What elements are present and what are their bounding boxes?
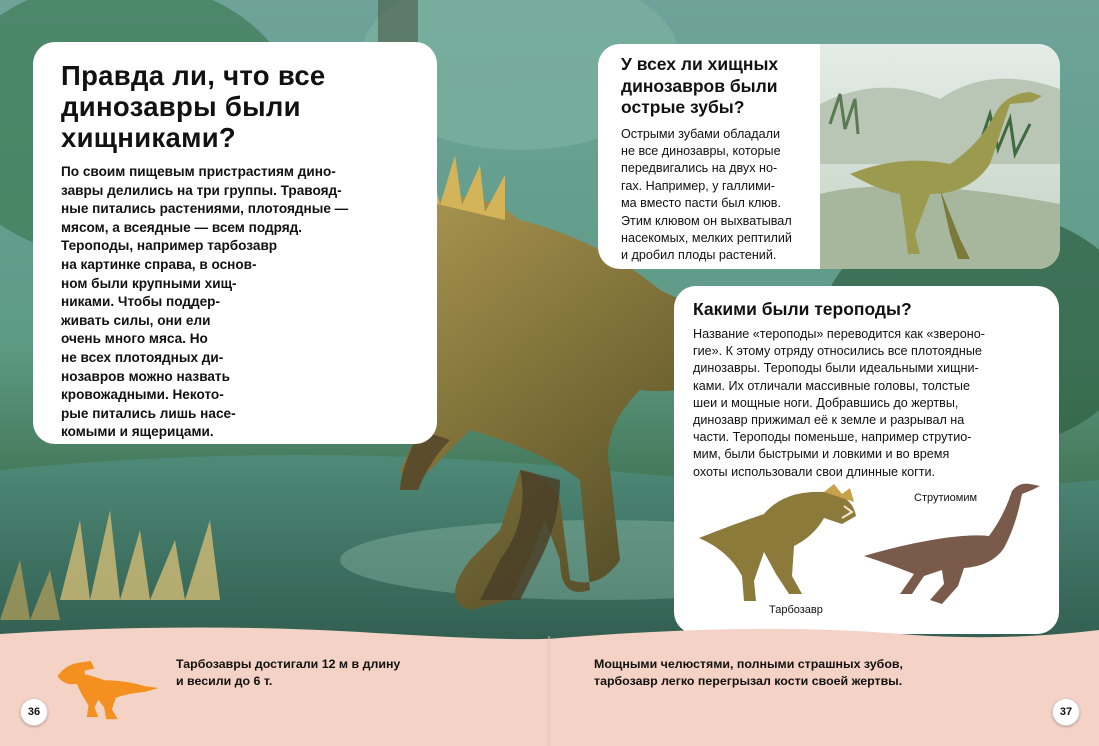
main-text-line: завры делились на три группы. Травояд- xyxy=(61,182,342,198)
teeth-text-line: гах. Например, у галлими- xyxy=(621,178,775,193)
main-title xyxy=(61,60,409,153)
main-text-line: нозавров можно назвать xyxy=(61,368,230,384)
main-text-line: По своим пищевым пристрастиям дино- xyxy=(61,164,336,179)
main-text-line: ные питались растениями, плотоядные — xyxy=(61,201,349,217)
teeth-card-title xyxy=(621,54,821,119)
theropods-text-line: шеи и мощные ноги. Добравшись до жертвы, xyxy=(693,395,959,410)
struthiomimus-label: Струтиомим xyxy=(914,492,978,504)
fact-left xyxy=(176,656,400,690)
teeth-text-line: ма вместо пасти был клюв. xyxy=(621,196,781,211)
main-text-line: живать силы, они ели xyxy=(61,312,211,328)
fact-right-line: тарбозавр легко перегрызал кости своей жертвы. xyxy=(594,674,903,688)
theropods-text-line: мим, были быстрыми и ловкими и во время xyxy=(693,447,950,462)
main-text-line: мясом, а всеядные — всем подряд. xyxy=(61,219,303,235)
fact-right xyxy=(594,656,903,690)
theropods-text-line: ками. Их отличали массивные головы, толстые xyxy=(693,378,970,393)
tarbosaurus-label: Тарбозавр xyxy=(769,604,823,616)
teeth-title-line: У всех ли хищных xyxy=(621,54,779,74)
main-text-line: не всех плотоядных ди- xyxy=(61,349,224,365)
tarbosaurus-figure xyxy=(699,492,856,601)
teeth-text-line: Острыми зубами обладали xyxy=(621,126,781,141)
teeth-text-line: Этим клювом он выхватывал xyxy=(621,213,792,228)
main-text-line: ном были крупными хищ- xyxy=(61,275,237,291)
theropods-card xyxy=(674,286,1059,634)
fact-left-line: Тарбозавры достигали 12 м в длину xyxy=(176,657,401,671)
main-text-line: рые питались лишь насе- xyxy=(61,405,236,421)
bottom-strip xyxy=(0,622,1099,746)
sharp-teeth-card xyxy=(598,44,1060,269)
teeth-text-line: не все динозавры, которые xyxy=(621,143,781,158)
main-text-line: Тероподы, например тарбозавр xyxy=(61,238,278,254)
main-text-line: очень много мяса. Но xyxy=(61,331,208,347)
main-title-line: Правда ли, что все xyxy=(61,60,326,91)
teeth-title-line: острые зубы? xyxy=(621,97,745,117)
theropods-text-line: динозавры. Тероподы были идеальными хищни- xyxy=(693,361,979,376)
theropods-text-line: части. Тероподы поменьше, например струтио- xyxy=(693,430,972,445)
theropods-text-line: гие». К этому отряду относились все плотоядные xyxy=(693,344,982,359)
teeth-title-line: динозавров были xyxy=(621,75,778,96)
tarbosaurus-silhouette-icon xyxy=(55,655,163,723)
page-number-right: 37 xyxy=(1052,698,1080,726)
theropods-title: Какими были тероподы? xyxy=(693,299,912,319)
gallimimus-illustration xyxy=(820,44,1060,269)
theropods-text-line: динозавр прижимал её к земле и разрывал на xyxy=(693,413,965,428)
theropods-text-line: охоты использовали свои длинные когти. xyxy=(693,464,936,479)
main-text-line: никами. Чтобы поддер- xyxy=(61,294,220,310)
teeth-text-line: насекомых, мелких рептилий xyxy=(621,230,792,245)
teeth-card-text xyxy=(621,126,821,265)
theropods-text-line: Название «тероподы» переводится как «звероно- xyxy=(693,327,985,341)
fact-left-line: и весили до 6 т. xyxy=(176,674,273,688)
main-text-line: комыми и ящерицами. xyxy=(61,424,214,440)
main-text-line: кровожадными. Некото- xyxy=(61,387,224,403)
theropods-text xyxy=(693,326,1041,481)
main-text-line: на картинке справа, в основ- xyxy=(61,256,257,272)
teeth-text-line: и дробил плоды растений. xyxy=(621,248,777,263)
page-number-left: 36 xyxy=(20,698,48,726)
main-body-text xyxy=(61,163,409,442)
main-title-line: хищниками? xyxy=(61,122,237,153)
teeth-text-line: передвигались на двух но- xyxy=(621,161,778,176)
fact-right-line: Мощными челюстями, полными страшных зубов, xyxy=(594,657,903,671)
main-question-card xyxy=(33,42,437,444)
theropod-figures xyxy=(674,476,1059,634)
main-title-line: динозавры были xyxy=(61,91,301,122)
